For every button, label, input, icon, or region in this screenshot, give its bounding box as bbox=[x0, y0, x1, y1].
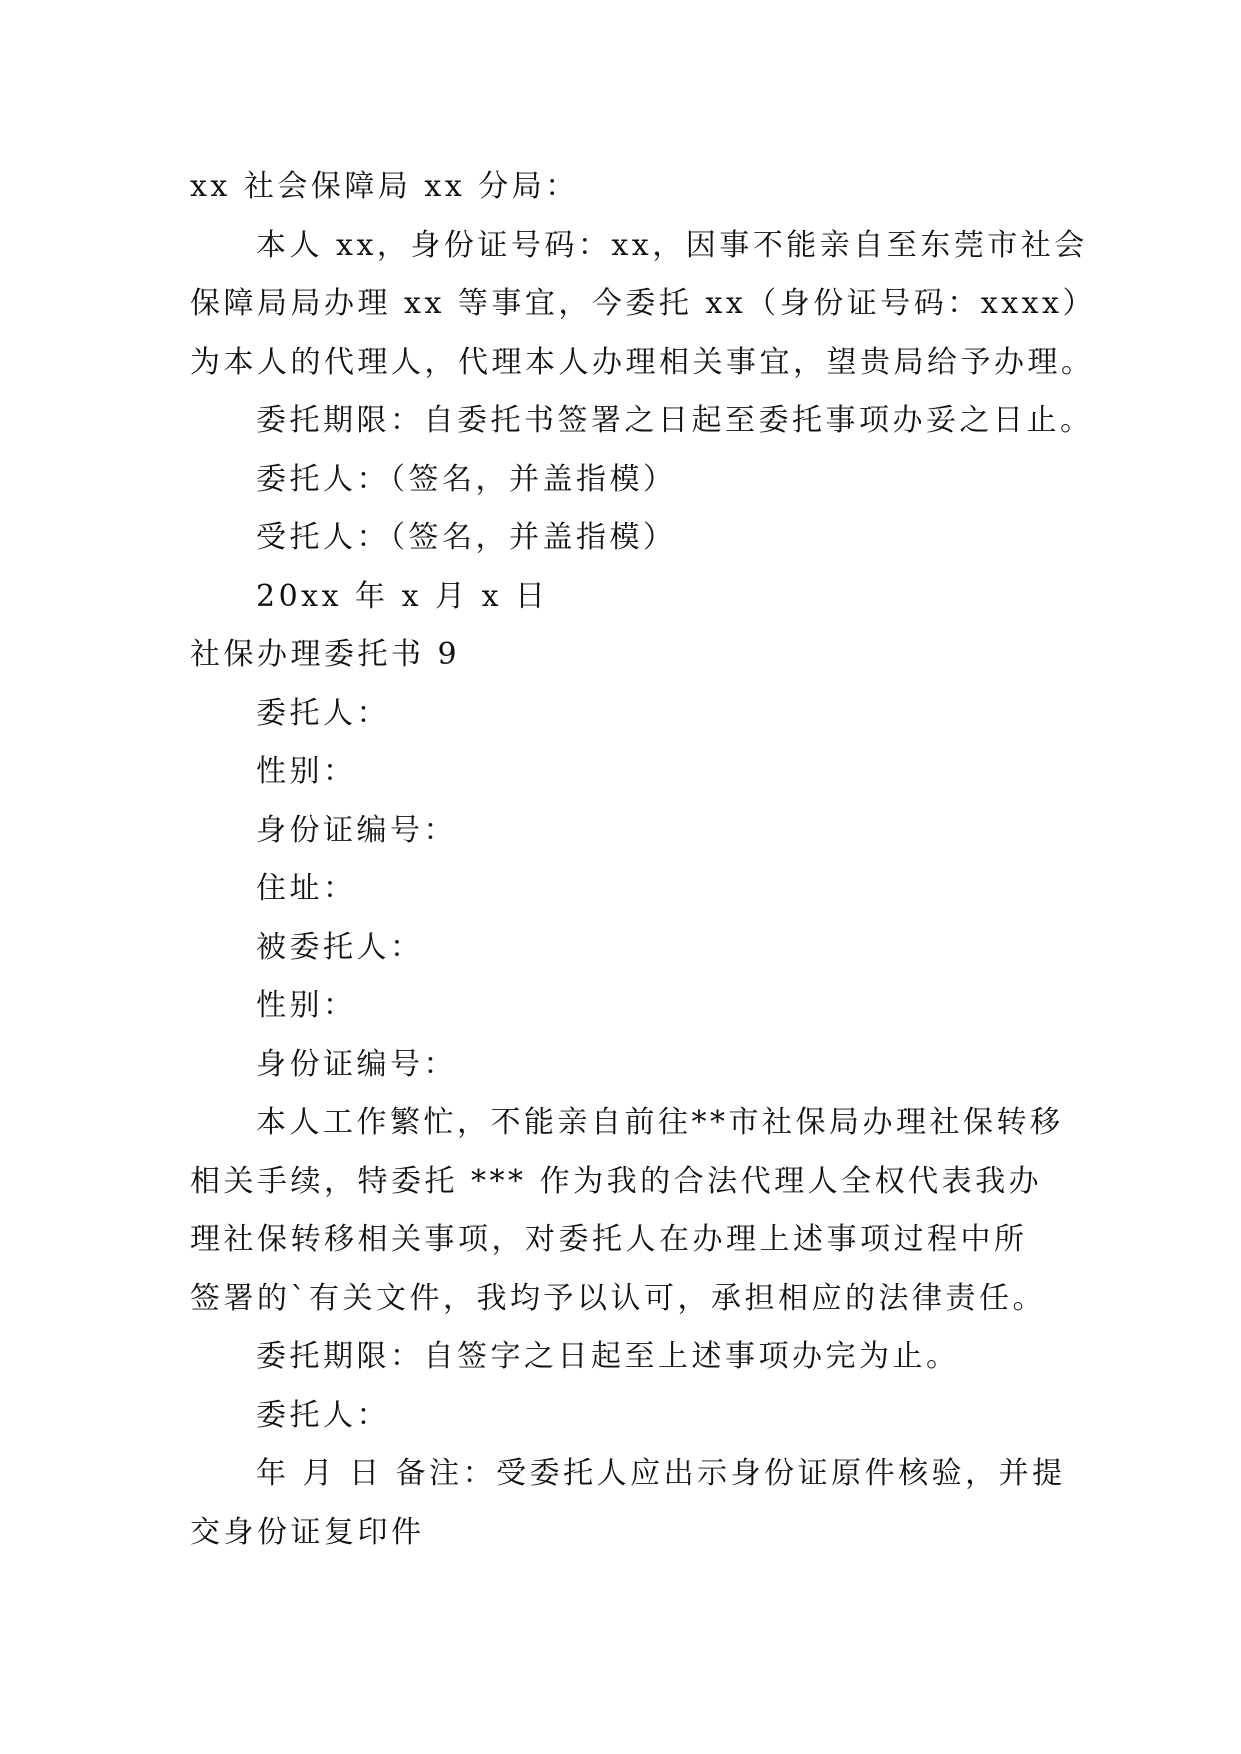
date-note-line: 年 月 日 备注：受委托人应出示身份证原件核验，并提 bbox=[256, 1456, 1066, 1491]
id-number-label: 身份证编号： bbox=[256, 812, 457, 848]
section-title: 社保办理委托书 9 bbox=[190, 637, 461, 672]
body-line: 理社保转移相关事项，对委托人在办理上述事项过程中所 bbox=[190, 1222, 1028, 1257]
body-line: 为本人的代理人，代理本人办理相关事宜，望贵局给予办理。 bbox=[190, 344, 1095, 380]
term-line: 委托期限：自签字之日起至上述事项办完为止。 bbox=[256, 1339, 960, 1374]
gender-label: 性别： bbox=[256, 754, 357, 789]
addressee-line: xx 社会保障局 xx 分局： bbox=[190, 169, 579, 204]
body-line: 本人工作繁忙，不能亲自前往**市社保局办理社保转移 bbox=[256, 1105, 1064, 1140]
principal-label: 委托人： bbox=[256, 1397, 390, 1433]
body-line: 本人 xx，身份证号码：xx，因事不能亲自至东莞市社会 bbox=[256, 227, 1088, 263]
agent-label: 被委托人： bbox=[256, 929, 424, 965]
address-label: 住址： bbox=[256, 871, 357, 906]
note-line: 交身份证复印件 bbox=[190, 1514, 425, 1550]
id-number-label: 身份证编号： bbox=[256, 1046, 457, 1082]
body-line: 保障局局办理 xx 等事宜，今委托 xx（身份证号码：xxxx） bbox=[190, 286, 1096, 321]
body-line: 相关手续，特委托 *** 作为我的合法代理人全权代表我办 bbox=[190, 1163, 1043, 1199]
principal-signature-line: 委托人：（签名，并盖指模） bbox=[256, 461, 677, 497]
term-line: 委托期限：自委托书签署之日起至委托事项办妥之日止。 bbox=[256, 403, 1094, 438]
date-line: 20xx 年 x 月 x 日 bbox=[256, 578, 549, 614]
document-body bbox=[190, 158, 1096, 1562]
agent-signature-line: 受托人：（签名，并盖指模） bbox=[256, 520, 677, 555]
principal-label: 委托人： bbox=[256, 695, 390, 731]
body-line: 签署的`有关文件，我均予以认可，承担相应的法律责任。 bbox=[190, 1280, 1046, 1316]
gender-label: 性别： bbox=[256, 988, 357, 1023]
